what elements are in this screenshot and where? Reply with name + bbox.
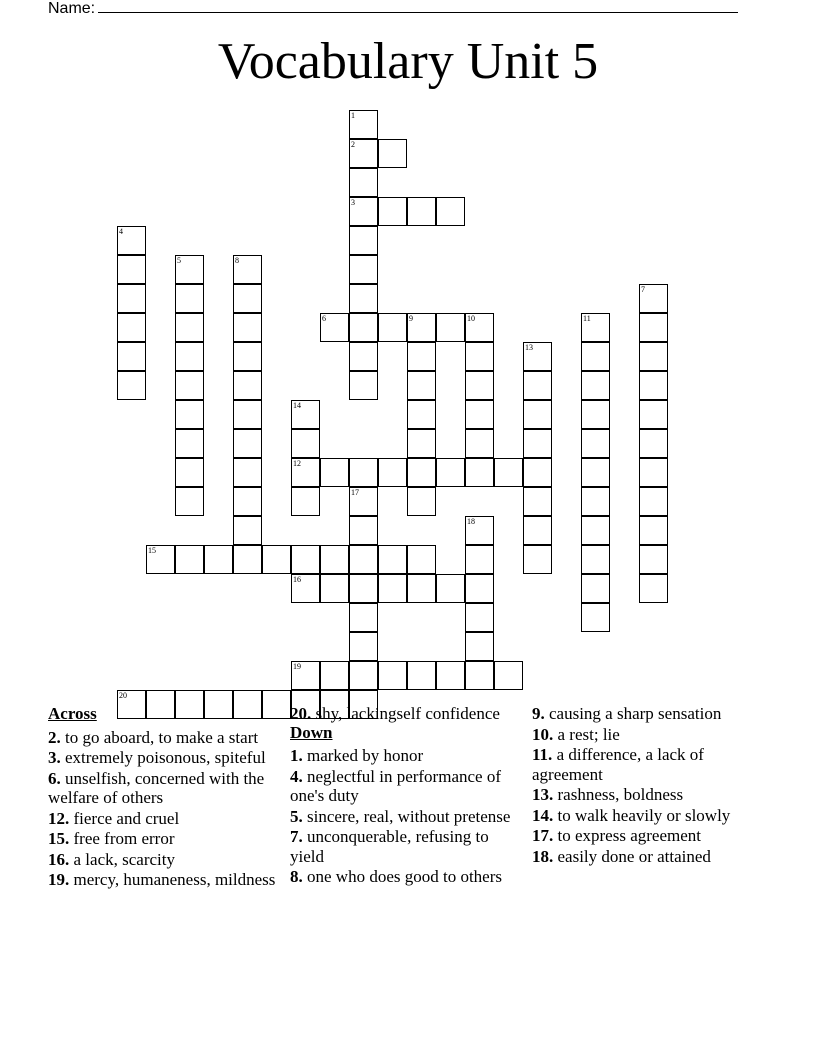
clue-number-label: 10 [467, 314, 475, 323]
clue-down-13 [532, 785, 764, 805]
grid-cell[interactable] [233, 255, 262, 284]
grid-cell[interactable] [639, 574, 668, 603]
grid-cell[interactable] [349, 458, 378, 487]
grid-cell[interactable] [465, 313, 494, 342]
grid-cell[interactable] [465, 574, 494, 603]
grid-cell[interactable] [378, 574, 407, 603]
grid-cell[interactable] [349, 139, 378, 168]
clue-text: marked by honor [307, 746, 424, 765]
grid-cell[interactable] [378, 545, 407, 574]
clue-number-label: 20 [119, 691, 127, 700]
grid-cell[interactable] [233, 284, 262, 313]
grid-cell[interactable] [639, 400, 668, 429]
clue-number-label: 2 [351, 140, 355, 149]
grid-cell[interactable] [407, 429, 436, 458]
clue-text: one who does good to others [307, 867, 503, 886]
grid-cell[interactable] [639, 516, 668, 545]
clue-number: 17. [532, 826, 554, 845]
grid-cell[interactable] [581, 429, 610, 458]
clue-text: to express agreement [557, 826, 701, 845]
grid-cell[interactable] [117, 226, 146, 255]
grid-cell[interactable] [291, 487, 320, 516]
grid-cell[interactable] [320, 545, 349, 574]
grid-cell[interactable] [523, 342, 552, 371]
clue-text: to go aboard, to make a start [65, 727, 259, 747]
clue-text: fierce and cruel [73, 808, 180, 828]
clue-across-16 [48, 850, 280, 870]
clue-number-label: 18 [467, 517, 475, 526]
grid-cell[interactable] [639, 342, 668, 371]
grid-cell[interactable] [523, 545, 552, 574]
grid-cell[interactable] [494, 661, 523, 690]
grid-cell[interactable] [349, 284, 378, 313]
grid-cell[interactable] [233, 400, 262, 429]
clue-number-label: 17 [351, 488, 359, 497]
grid-cell[interactable] [465, 429, 494, 458]
grid-cell[interactable] [233, 371, 262, 400]
clue-number: 2. [48, 727, 61, 747]
grid-cell[interactable] [320, 313, 349, 342]
grid-cell[interactable] [581, 342, 610, 371]
clue-number: 11. [532, 745, 553, 764]
clue-column-3 [532, 704, 764, 867]
clue-number-label: 13 [525, 343, 533, 352]
grid-cell[interactable] [291, 661, 320, 690]
grid-cell[interactable] [349, 110, 378, 139]
grid-cell[interactable] [494, 458, 523, 487]
grid-cell[interactable] [436, 661, 465, 690]
clue-number: 6. [48, 768, 61, 788]
clue-number: 20. [290, 704, 312, 723]
grid-cell[interactable] [378, 197, 407, 226]
clue-text: a difference, a lack of agreement [532, 745, 704, 784]
grid-cell[interactable] [523, 487, 552, 516]
grid-cell[interactable] [407, 487, 436, 516]
grid-cell[interactable] [291, 574, 320, 603]
grid-cell[interactable] [465, 371, 494, 400]
grid-cell[interactable] [175, 400, 204, 429]
grid-cell[interactable] [465, 632, 494, 661]
grid-cell[interactable] [581, 313, 610, 342]
grid-cell[interactable] [175, 429, 204, 458]
clue-number-label: 19 [293, 662, 301, 671]
clue-number-label: 12 [293, 459, 301, 468]
down-heading: Down [290, 722, 333, 742]
grid-cell[interactable] [204, 545, 233, 574]
grid-cell[interactable] [465, 458, 494, 487]
clue-text: mercy, humaneness, mildness [73, 870, 276, 889]
clue-number: 4. [290, 766, 303, 786]
grid-cell[interactable] [349, 226, 378, 255]
clue-across-2 [48, 728, 280, 748]
clue-number-label: 6 [322, 314, 326, 323]
clue-number-label: 8 [235, 256, 239, 265]
clue-across-15 [48, 829, 280, 849]
page-title: Vocabulary Unit 5 [217, 33, 599, 90]
grid-cell[interactable] [407, 342, 436, 371]
grid-cell[interactable] [349, 574, 378, 603]
grid-cell[interactable] [581, 487, 610, 516]
clue-number-label: 3 [351, 198, 355, 207]
grid-cell[interactable] [233, 313, 262, 342]
grid-cell[interactable] [117, 342, 146, 371]
clue-number-label: 16 [293, 575, 301, 584]
grid-cell[interactable] [581, 574, 610, 603]
clue-text: easily done or attained [557, 846, 711, 866]
grid-cell[interactable] [175, 255, 204, 284]
clue-down-8 [290, 867, 522, 887]
grid-cell[interactable] [465, 661, 494, 690]
clue-number: 7. [290, 827, 303, 846]
clue-number: 18. [532, 846, 554, 866]
clue-number: 8. [290, 867, 303, 886]
name-label: Name: [48, 0, 96, 17]
clue-number-label: 9 [409, 314, 413, 323]
grid-cell[interactable] [349, 516, 378, 545]
grid-cell[interactable] [639, 487, 668, 516]
grid-cell[interactable] [523, 516, 552, 545]
grid-cell[interactable] [291, 458, 320, 487]
grid-cell[interactable] [291, 545, 320, 574]
grid-cell[interactable] [407, 400, 436, 429]
grid-cell[interactable] [175, 313, 204, 342]
grid-cell[interactable] [639, 429, 668, 458]
clue-number-label: 14 [293, 401, 301, 410]
grid-cell[interactable] [465, 342, 494, 371]
grid-cell[interactable] [581, 516, 610, 545]
clue-across-6 [48, 769, 280, 808]
grid-cell[interactable] [233, 487, 262, 516]
grid-cell[interactable] [523, 400, 552, 429]
grid-cell[interactable] [349, 632, 378, 661]
grid-cell[interactable] [407, 574, 436, 603]
clue-column-2 [290, 704, 522, 888]
grid-cell[interactable] [523, 371, 552, 400]
grid-cell[interactable] [262, 545, 291, 574]
clue-across-20 [290, 704, 522, 724]
clue-down-1 [290, 746, 522, 766]
clue-number-label: 15 [148, 546, 156, 555]
clue-number-label: 4 [119, 227, 123, 236]
grid-cell[interactable] [378, 139, 407, 168]
grid-cell[interactable] [407, 313, 436, 342]
grid-cell[interactable] [465, 545, 494, 574]
grid-cell[interactable] [523, 458, 552, 487]
grid-cell[interactable] [581, 545, 610, 574]
grid-cell[interactable] [349, 371, 378, 400]
grid-cell[interactable] [581, 603, 610, 632]
clue-text: shy, lackingself confidence [315, 704, 500, 723]
grid-cell[interactable] [175, 342, 204, 371]
grid-cell[interactable] [291, 400, 320, 429]
clue-down-5 [290, 807, 522, 827]
grid-cell[interactable] [465, 516, 494, 545]
clue-number: 19. [48, 870, 70, 889]
grid-cell[interactable] [320, 458, 349, 487]
grid-cell[interactable] [407, 371, 436, 400]
clue-number: 12. [48, 808, 70, 828]
clue-text: causing a sharp sensation [549, 704, 722, 723]
grid-cell[interactable] [581, 371, 610, 400]
clue-down-7 [290, 827, 522, 866]
clue-text: extremely poisonous, spiteful [65, 748, 266, 767]
grid-cell[interactable] [117, 284, 146, 313]
grid-cell[interactable] [523, 429, 552, 458]
grid-cell[interactable] [175, 284, 204, 313]
clue-down-18 [532, 847, 764, 867]
clue-across-12 [48, 809, 280, 829]
clue-down-4 [290, 767, 522, 806]
grid-cell[interactable] [117, 313, 146, 342]
grid-cell[interactable] [407, 661, 436, 690]
grid-cell[interactable] [436, 458, 465, 487]
clue-down-17 [532, 826, 764, 846]
grid-cell[interactable] [291, 429, 320, 458]
clue-down-14 [532, 806, 764, 826]
grid-cell[interactable] [349, 168, 378, 197]
grid-cell[interactable] [233, 516, 262, 545]
grid-cell[interactable] [407, 197, 436, 226]
grid-cell[interactable] [436, 313, 465, 342]
grid-cell[interactable] [378, 661, 407, 690]
across-heading: Across [48, 704, 97, 723]
clue-number: 5. [290, 806, 303, 826]
clue-number: 13. [532, 785, 554, 804]
clue-number: 16. [48, 849, 70, 869]
grid-cell[interactable] [175, 545, 204, 574]
clue-down-11 [532, 745, 764, 784]
grid-cell[interactable] [349, 661, 378, 690]
grid-cell[interactable] [407, 458, 436, 487]
grid-cell[interactable] [465, 603, 494, 632]
clue-text: free from error [73, 829, 175, 848]
grid-cell[interactable] [175, 371, 204, 400]
grid-cell[interactable] [175, 487, 204, 516]
grid-cell[interactable] [349, 255, 378, 284]
clue-column-1 [48, 704, 280, 891]
clue-number: 3. [48, 748, 61, 767]
clue-text: to walk heavily or slowly [557, 805, 731, 825]
grid-cell[interactable] [175, 458, 204, 487]
clue-down-9 [532, 704, 764, 724]
clue-text: unselfish, concerned with the welfare of others [48, 768, 265, 807]
clue-number: 15. [48, 829, 70, 848]
grid-cell[interactable] [465, 400, 494, 429]
clue-across-3 [48, 748, 280, 768]
clue-number-label: 5 [177, 256, 181, 265]
grid-cell[interactable] [639, 458, 668, 487]
grid-cell[interactable] [117, 371, 146, 400]
grid-cell[interactable] [349, 313, 378, 342]
grid-cell[interactable] [349, 487, 378, 516]
clue-number-label: 7 [641, 285, 645, 294]
grid-cell[interactable] [349, 603, 378, 632]
clue-number-label: 1 [351, 111, 355, 120]
grid-cell[interactable] [378, 313, 407, 342]
grid-cell[interactable] [581, 458, 610, 487]
grid-cell[interactable] [146, 545, 175, 574]
clue-number: 9. [532, 704, 545, 723]
clue-number: 14. [532, 805, 554, 825]
grid-cell[interactable] [349, 342, 378, 371]
grid-cell[interactable] [233, 545, 262, 574]
clue-text: a lack, scarcity [73, 849, 175, 869]
grid-cell[interactable] [233, 342, 262, 371]
grid-cell[interactable] [320, 574, 349, 603]
grid-cell[interactable] [436, 197, 465, 226]
clue-number-label: 11 [583, 314, 591, 323]
grid-cell[interactable] [639, 284, 668, 313]
clue-text: rashness, boldness [557, 785, 684, 804]
grid-cell[interactable] [581, 400, 610, 429]
clue-text: a rest; lie [557, 724, 620, 744]
grid-cell[interactable] [407, 545, 436, 574]
grid-cell[interactable] [436, 574, 465, 603]
grid-cell[interactable] [639, 313, 668, 342]
grid-cell[interactable] [349, 545, 378, 574]
clue-number: 10. [532, 724, 554, 744]
grid-cell[interactable] [639, 371, 668, 400]
grid-cell[interactable] [349, 197, 378, 226]
grid-cell[interactable] [378, 458, 407, 487]
grid-cell[interactable] [117, 255, 146, 284]
clue-text: neglectful in performance of one's duty [290, 766, 501, 805]
clue-text: sincere, real, without pretense [307, 806, 511, 826]
grid-cell[interactable] [639, 545, 668, 574]
clue-across-19 [48, 870, 280, 890]
grid-cell[interactable] [320, 661, 349, 690]
clue-text: unconquerable, refusing to yield [290, 827, 489, 866]
grid-cell[interactable] [233, 458, 262, 487]
clue-down-10 [532, 725, 764, 745]
grid-cell[interactable] [233, 429, 262, 458]
clue-number: 1. [290, 746, 303, 765]
